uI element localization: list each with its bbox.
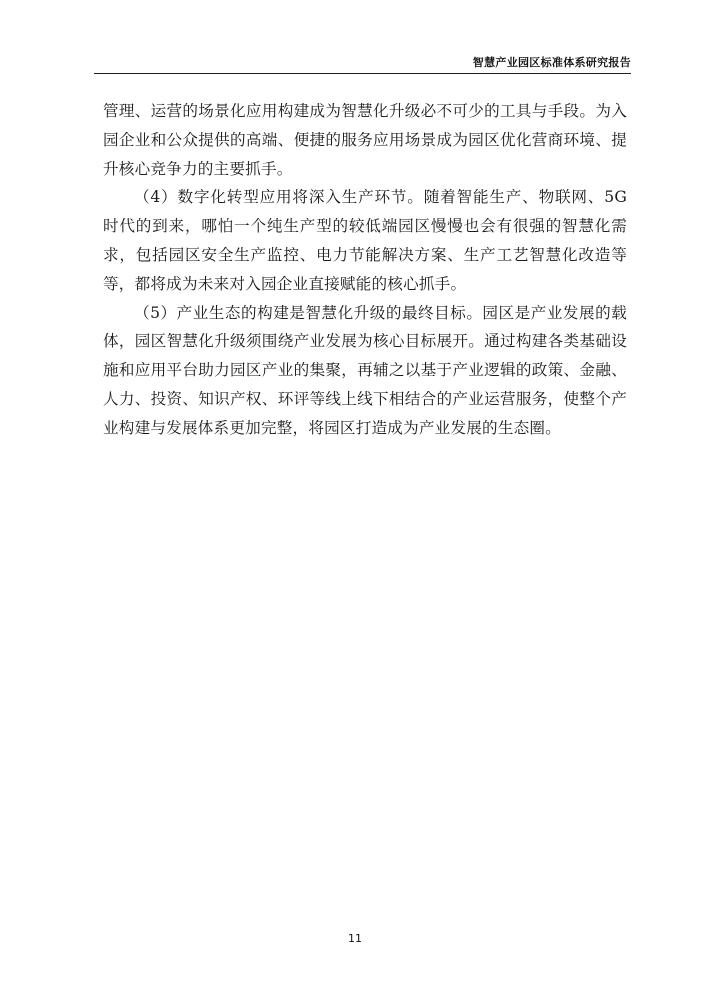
page-header xyxy=(94,52,631,74)
body-text xyxy=(103,97,627,443)
paragraph-item-5: （5）产业生态的构建是智慧化升级的最终目标。园区是产业发展的载体，园区智慧化升级须围绕产业发展为核心目标展开。通过构建各类基础设施和应用平台助力园区产业的集聚，再辅之以基于产业逻辑的政策、金融、人力、投资、知识产权、环评等线上线下相结合的产业运营服务，使整个产业构建与发展体系更加完整，将园区打造成为产业发展的生态圈。 xyxy=(103,303,627,437)
paragraph-continuation: 管理、运营的场景化应用构建成为智慧化升级必不可少的工具与手段。为入园企业和公众提供的高端、便捷的服务应用场景成为园区优化营商环境、提升核心竞争力的主要抓手。 xyxy=(103,102,627,178)
page-number: 11 xyxy=(348,932,362,945)
header-title: 智慧产业园区标准体系研究报告 xyxy=(472,56,631,69)
paragraph-item-4: （4）数字化转型应用将深入生产环节。随着智能生产、物联网、5G 时代的到来，哪怕一个纯生产型的较低端园区慢慢也会有很强的智慧化需求，包括园区安全生产监控、电力节能解决方案、生产工艺智慧化改造等等，都将成为未来对入园企业直接赋能的核心抓手。 xyxy=(103,188,627,293)
